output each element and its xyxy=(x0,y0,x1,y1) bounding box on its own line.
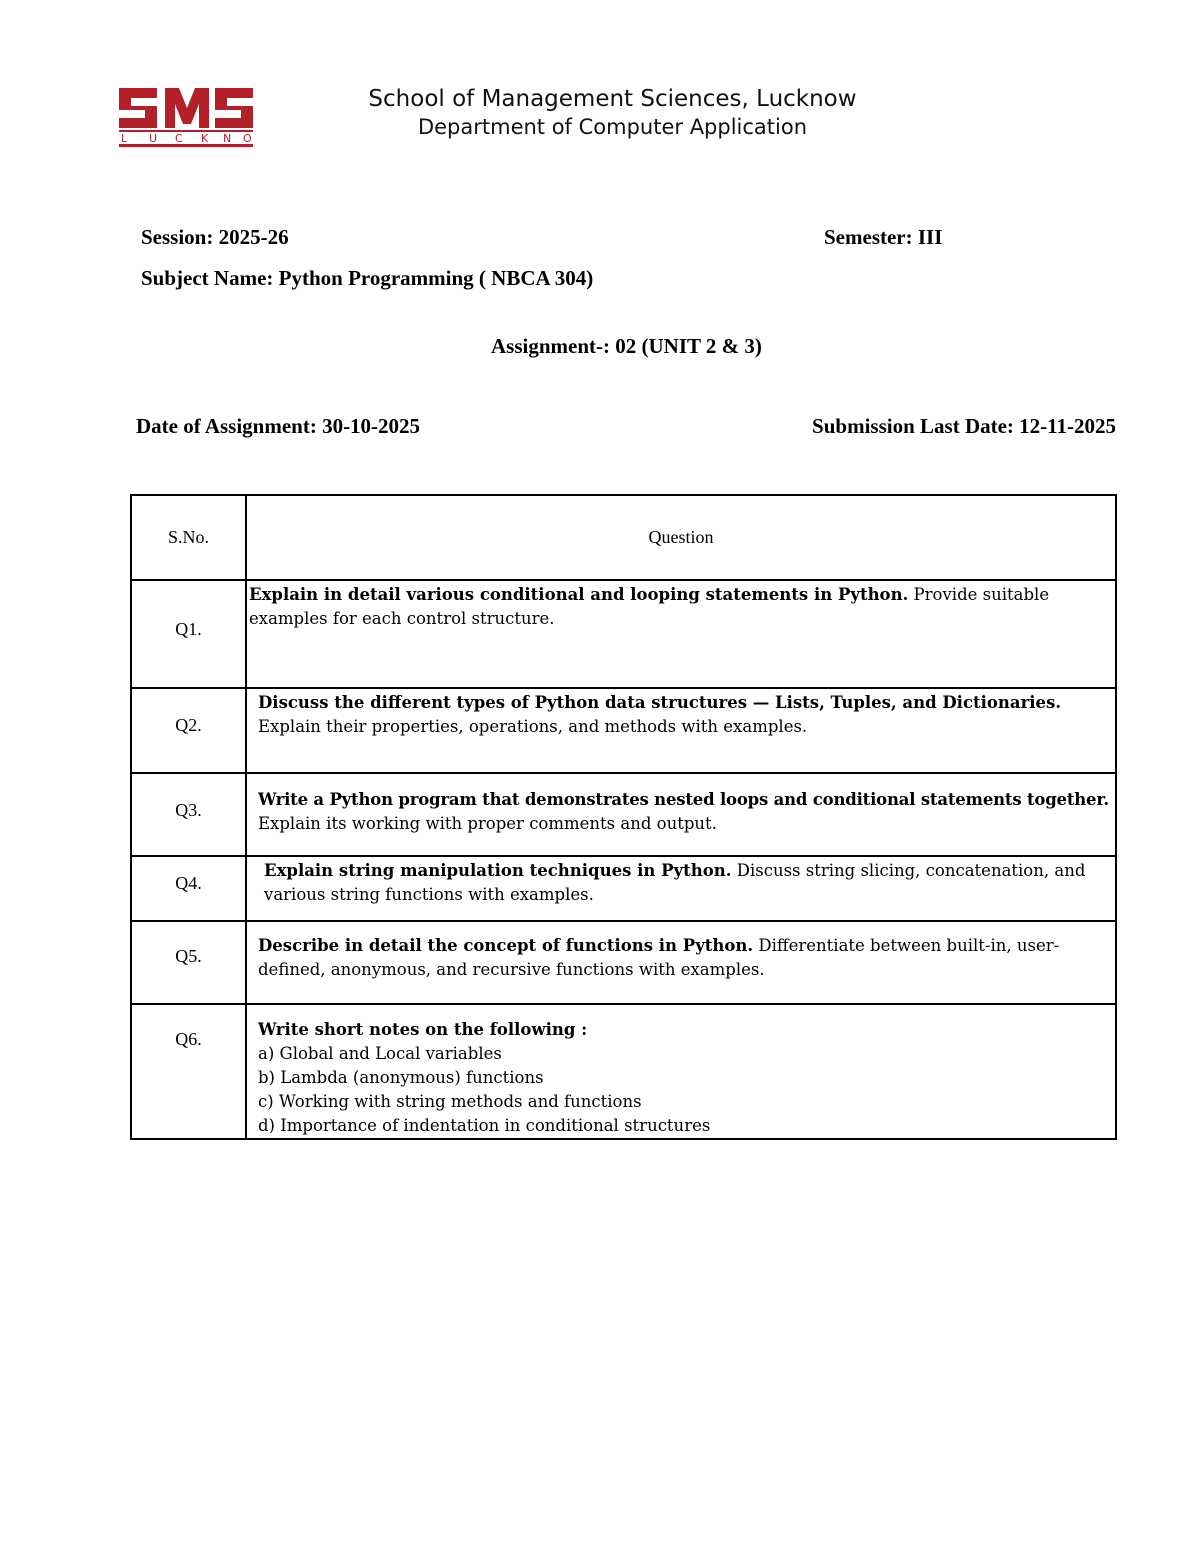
table-row xyxy=(131,688,1116,773)
svg-text:C: C xyxy=(175,132,183,145)
table-row xyxy=(131,580,1116,688)
assignment-title: Assignment-: 02 (UNIT 2 & 3) xyxy=(491,334,762,358)
question-text xyxy=(246,856,1116,921)
subject-name: Subject Name: Python Programming ( NBCA 304) xyxy=(141,266,594,290)
list-item: a) Global and Local variables xyxy=(258,1044,502,1063)
question-detail: Explain its working with proper comments and output. xyxy=(258,814,717,833)
question-number: Q2. xyxy=(131,688,246,773)
question-detail: Explain their properties, operations, and methods with examples. xyxy=(258,717,808,736)
question-detail: Differentiate between built-in, user-defined, anonymous, and recursive functions with examples. xyxy=(258,936,1060,979)
question-number: Q6. xyxy=(131,1004,246,1139)
question-text xyxy=(246,1004,1116,1139)
question-text xyxy=(246,921,1116,1004)
question-text xyxy=(246,580,1116,688)
list-item: c) Working with string methods and functions xyxy=(258,1092,642,1111)
submission-last-date: Submission Last Date: 12-11-2025 xyxy=(812,414,1116,438)
question-text xyxy=(246,688,1116,773)
question-bold: Write a Python program that demonstrates nested loops and conditional statements together. xyxy=(258,790,1109,809)
question-bold: Explain in detail various conditional and looping statements in Python. xyxy=(249,585,909,604)
svg-text:K: K xyxy=(201,132,209,145)
department-name: Department of Computer Application xyxy=(417,115,808,139)
question-bold: Write short notes on the following : xyxy=(258,1020,588,1039)
table-header-row xyxy=(131,495,1116,580)
table-row xyxy=(131,773,1116,856)
question-detail: Discuss string slicing, concatenation, and various string functions with examples. xyxy=(264,861,1086,904)
list-item: b) Lambda (anonymous) functions xyxy=(258,1068,544,1087)
question-text xyxy=(246,773,1116,856)
school-name: School of Management Sciences, Lucknow xyxy=(368,86,857,112)
table-row xyxy=(131,1004,1116,1139)
semester-label: Semester: III xyxy=(824,225,943,249)
list-item: d) Importance of indentation in conditional structures xyxy=(258,1116,711,1135)
question-number: Q4. xyxy=(131,856,246,921)
table-row xyxy=(131,921,1116,1004)
question-detail: Provide suitable examples for each control structure. xyxy=(249,585,1050,628)
questions-table xyxy=(130,494,1117,1140)
question-number: Q1. xyxy=(131,580,246,688)
question-bold: Describe in detail the concept of functions in Python. xyxy=(258,936,754,955)
svg-text:N: N xyxy=(223,132,232,145)
question-number: Q3. xyxy=(131,773,246,856)
header-question: Question xyxy=(246,495,1116,580)
question-bold: Explain string manipulation techniques in Python. xyxy=(264,861,732,880)
svg-text:O: O xyxy=(243,132,252,145)
question-number: Q5. xyxy=(131,921,246,1004)
table-row xyxy=(131,856,1116,921)
session-label: Session: 2025-26 xyxy=(141,225,289,249)
question-bold: Discuss the different types of Python data structures — Lists, Tuples, and Dictionaries. xyxy=(258,693,1062,712)
header-sno: S.No. xyxy=(131,495,246,580)
svg-text:U: U xyxy=(149,132,158,145)
svg-text:L: L xyxy=(121,132,128,145)
date-of-assignment: Date of Assignment: 30-10-2025 xyxy=(136,414,421,438)
